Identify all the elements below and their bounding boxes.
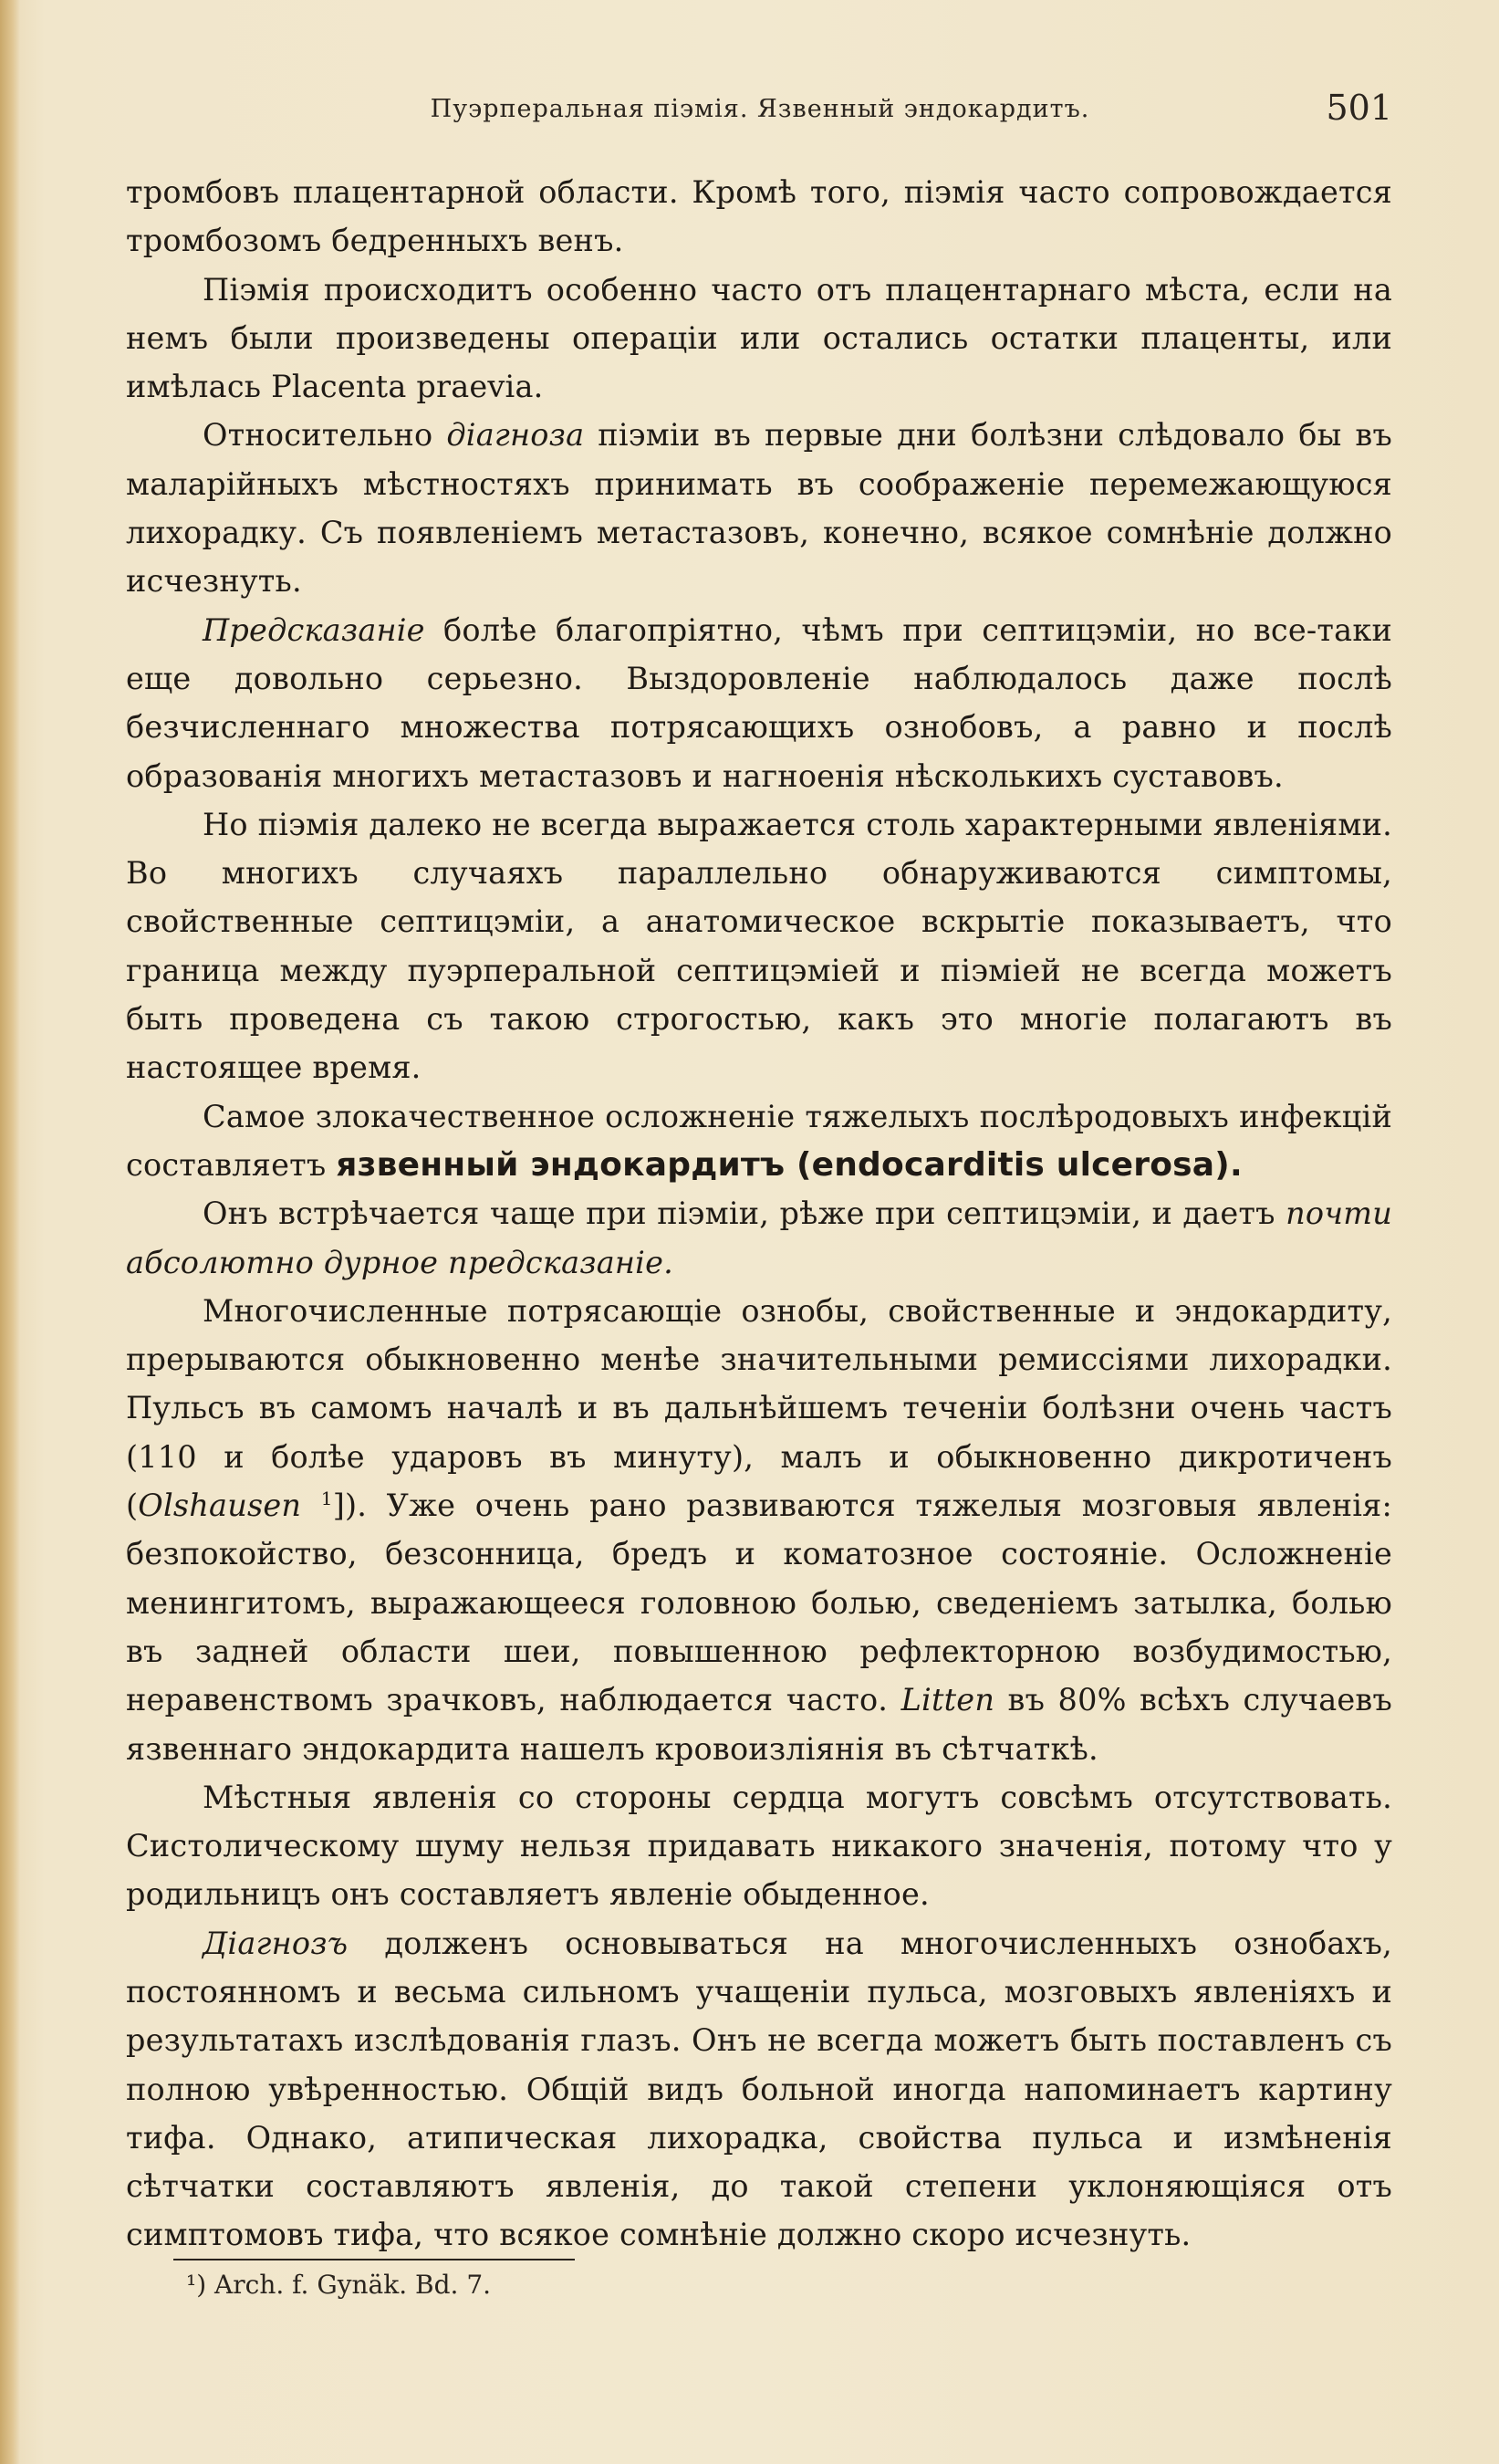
text-run: тромбовъ плацентарной области. Кромѣ того, піэмія часто сопровождается тромбозомъ бедренныхъ венъ. (126, 174, 1392, 259)
text-run: Но піэмія далеко не всегда выражается столь характерными явленіями. Во многихъ случаяхъ параллельно обнаруживаются симптомы, свойственные септицэміи, а анатомическое вскрытіе показываетъ, что граница между пуэрперальной септицэміей и піэміей не всегда можетъ быть проведена съ такою строгостью, какъ это многіе полагаютъ въ настоящее время. (126, 806, 1392, 1086)
paragraph (126, 1287, 1392, 1773)
text-run: Мѣстныя явленія со стороны сердца могутъ совсѣмъ отсутствовать. Систолическому шуму нельзя придавать никакого значенія, потому что у родильницъ онъ составляетъ явленіе обыденное. (126, 1779, 1392, 1913)
bold-term: язвенный эндокардитъ (endocarditis ulcerosa). (336, 1145, 1243, 1184)
text-run: Многочисленные потрясающіе ознобы, свойственные и эндокардиту, прерываются обыкновенно менѣе значительными ремиссіями лихорадки. Пульсъ въ самомъ началѣ и въ дальнѣйшемъ теченіи болѣзни очень частъ (110 и болѣе ударовъ въ минуту), малъ и обыкновенно дикротиченъ ( (126, 1292, 1392, 1524)
footnote-divider (173, 2259, 575, 2260)
running-title: Пуэрперальная піэмія. Язвенный эндокардитъ. (430, 95, 1090, 123)
page-binding-edge (0, 0, 20, 2464)
text-run: долженъ основываться на многочисленныхъ ознобахъ, постоянномъ и весьма сильномъ учащеніи пульса, мозговыхъ явленіяхъ и результатахъ изслѣдованія глазъ. Онъ не всегда можетъ быть поставленъ съ полною увѣренностью. Общій видъ больной иногда напоминаетъ картину тифа. Однако, атипическая лихорадка, свойства пульса и измѣненія сѣтчатки составляютъ явленія, до такой степени уклоняющіяся отъ симптомовъ тифа, что всякое сомнѣніе должно скоро исчезнуть. (126, 1925, 1392, 2253)
italic-term: Olshausen (138, 1488, 302, 1524)
paragraph (126, 168, 1392, 266)
italic-term: Діагнозъ (203, 1925, 349, 1961)
footnote-ref: 1 (320, 1487, 333, 1509)
paragraph (126, 1773, 1392, 1919)
text-run (301, 1488, 321, 1523)
paragraph (126, 266, 1392, 412)
paragraph (126, 606, 1392, 800)
page-header (128, 88, 1392, 133)
text-run: Онъ встрѣчается чаще при піэміи, рѣже при септицэміи, и даетъ (203, 1195, 1286, 1232)
italic-term: діагноза (446, 417, 585, 454)
italic-term: почти абсолютно дурное предсказаніе. (126, 1195, 1392, 1280)
text-run: Самое злокачественное осложненіе тяжелыхъ послѣродовыхъ инфекцій составляетъ (126, 1098, 1392, 1183)
italic-term: Предсказаніе (203, 611, 425, 648)
text-run: болѣе благопріятно, чѣмъ при септицэміи, но все-таки еще довольно серьезно. Выздоровленіе наблюдалось даже послѣ безчисленнаго множества потрясающихъ ознобовъ, а равно и послѣ образованія многихъ метастазовъ и нагноенія нѣсколькихъ суставовъ. (126, 611, 1392, 794)
text-run: въ 80% всѣхъ случаевъ язвеннаго эндокардита нашелъ кровоизліянія въ сѣтчаткѣ. (126, 1682, 1392, 1767)
paragraph (126, 800, 1392, 1092)
paragraph (126, 1919, 1392, 2260)
main-text (126, 168, 1392, 2260)
text-run: Относительно (203, 417, 447, 454)
text-run: ]). Уже очень рано развиваются тяжелыя мозговыя явленія: безпокойство, безсонница, бредъ и коматозное состояніе. Осложненіе менингитомъ, выражающееся головною болью, сведеніемъ затылка, болью въ задней области шеи, повышенною рефлекторною возбудимостью, неравенствомъ зрачковъ, наблюдается часто. (126, 1488, 1392, 1718)
page-number: 501 (1326, 88, 1392, 128)
footnote: ¹) Arch. f. Gynäk. Bd. 7. (186, 2270, 492, 2300)
paragraph (126, 1189, 1392, 1287)
text-run: піэміи въ первые дни болѣзни слѣдовало бы въ маларійныхъ мѣстностяхъ принимать въ соображеніе перемежающуюся лихорадку. Съ появленіемъ метастазовъ, конечно, всякое сомнѣніе должно исчезнуть. (126, 417, 1392, 600)
paragraph (126, 411, 1392, 605)
paragraph (126, 1092, 1392, 1190)
text-run: Піэмія происходитъ особенно часто отъ плацентарнаго мѣста, если на немъ были произведены операціи или остались остатки плаценты, или имѣлась Placenta praevia. (126, 271, 1392, 405)
italic-term: Litten (900, 1682, 995, 1718)
